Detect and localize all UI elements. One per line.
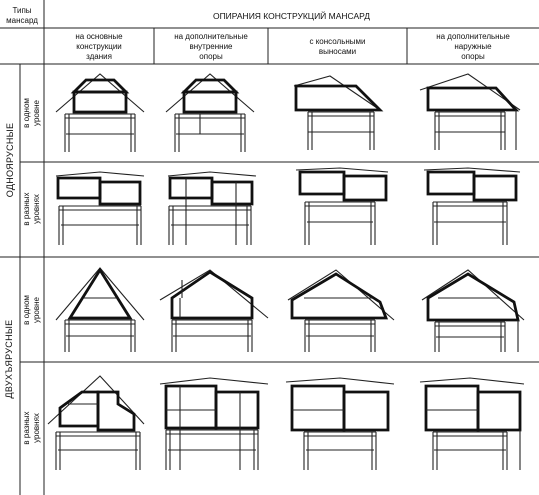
- house-double-same-cantilever: [288, 270, 394, 352]
- subrow-same-level-1: в одном уровне: [22, 98, 41, 128]
- subrow-diff-level-2: в разных уровнях: [22, 411, 41, 445]
- house-single-same-external: [420, 74, 520, 150]
- row-group-two-tier: ДВУХЪЯРУСНЫЕ: [4, 319, 14, 399]
- house-single-same-cantilever: [294, 76, 380, 150]
- house-double-diff-internal: [160, 378, 268, 470]
- row-group-single-tier: ОДНОЯРУСНЫЕ: [5, 122, 15, 198]
- house-single-same-main: [56, 74, 144, 152]
- subrow-same-level-2: в одном уровне: [22, 295, 41, 325]
- house-double-same-internal: [160, 270, 268, 352]
- house-double-same-external: [422, 270, 524, 352]
- house-double-diff-external: [420, 378, 524, 470]
- subrow-diff-level-1: в разных уровнях: [22, 192, 41, 226]
- house-single-diff-external: [424, 168, 520, 245]
- house-double-diff-main: [48, 376, 144, 470]
- column-header-internal-supports: на дополнительные внутренние опоры: [174, 32, 248, 61]
- column-header-cantilevers: с консольными выносами: [309, 37, 366, 56]
- house-single-diff-main: [56, 172, 144, 245]
- house-single-diff-cantilever: [296, 168, 388, 245]
- house-double-same-main: [56, 268, 144, 352]
- column-header-main-structures: на основные конструкции здания: [75, 32, 123, 61]
- house-single-same-internal: [166, 74, 254, 152]
- house-double-diff-cantilever: [286, 378, 394, 470]
- house-single-diff-internal: [168, 172, 256, 245]
- row-header-title: Типы мансард: [6, 6, 38, 25]
- column-header-external-supports: на дополнительные наружные опоры: [436, 32, 510, 61]
- group-title: ОПИРАНИЯ КОНСТРУКЦИЙ МАНСАРД: [212, 11, 371, 21]
